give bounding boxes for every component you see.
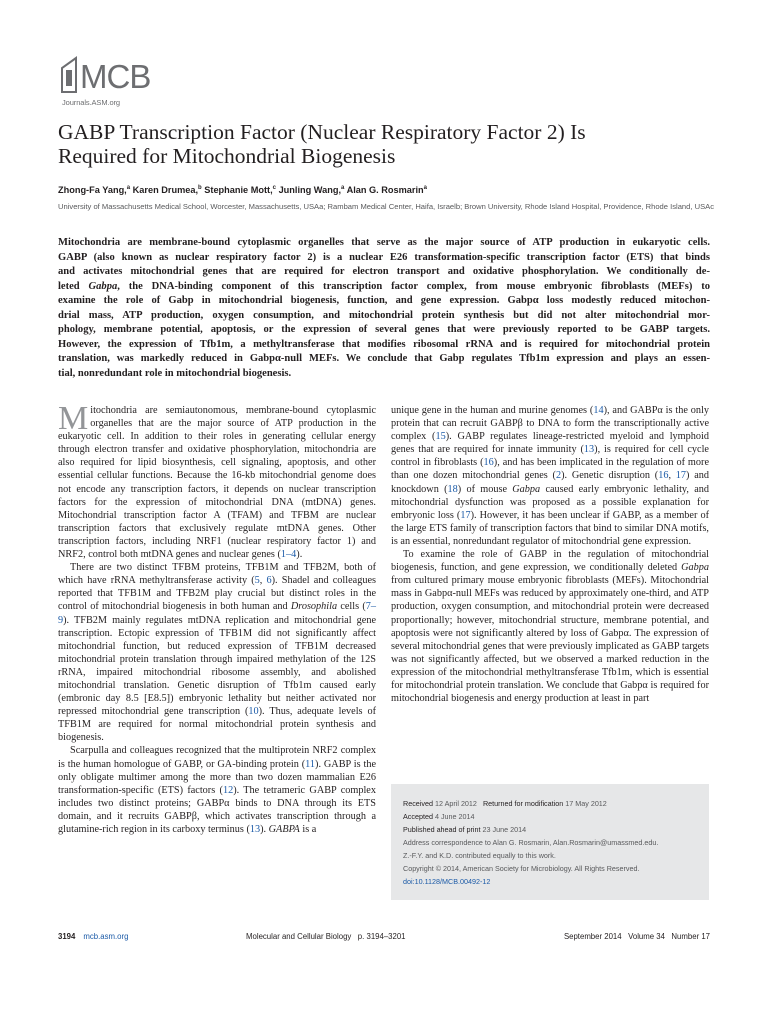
article-info-box <box>391 784 709 900</box>
paragraph <box>58 561 376 744</box>
text-run: ). However, it has been unclear if GABP, as a member of the large ETS family of transcription factors that bind to similar DNA motifs, is an essential, nonredundant regulator of mitochondrial gene expression. <box>391 509 709 547</box>
reference-link[interactable]: 1–4 <box>280 549 297 561</box>
reference-link[interactable]: 2 <box>555 470 562 482</box>
text-run: ), is required for cell cycle control in fibroblasts ( <box>391 444 709 469</box>
text-run: There are two distinct TFBM proteins, TFB1M and TFB2M, both of which have rRNA methyltransferase activity ( <box>58 562 376 587</box>
logo-mark: MCB <box>80 58 151 95</box>
author: Zhong-Fa Yang,$^a$ <box>58 185 131 196</box>
body-column-right <box>391 404 709 705</box>
text-run: ), and has been implicated in the regulation of more than one dozen mitochondrial genes ( <box>391 457 709 482</box>
reference-link[interactable]: 10 <box>248 706 259 718</box>
abstract-line: leted Gabpa, the DNA-binding component of this transcription factor complex, from mouse embryonic fibroblasts (MEFs) to <box>58 280 710 292</box>
italic-text: Gabpa <box>512 483 541 495</box>
affiliations: University of Massachusetts Medical School, Worcester, Massachusetts, USAa; Rambam Medical Center, Haifa, Israelb; Brown University, Rhode Island Hospital, Providence, Rhode Island, USAc <box>58 202 715 211</box>
paragraph <box>58 400 376 561</box>
logo-url: Journals.ASM.org <box>62 98 121 107</box>
text-run: itochondria are semiautonomous, membrane-bound cytoplasmic organelles that are the major source of ATP production in the eukaryotic cell. In addition to their roles in generating cellular energy through electron transfer and oxidative phosphorylation, mitochondria are also required for lipid biosynthesis, cell signaling, apoptosis, and other essential cellular functions. Because the 16-kb mitochondrial genome does not encode any transcription factors, it depends on nuclear transcription factors for the expression of mitochondrial DNA (mtDNA) genes. Mitochondrial transcription factor A (TFAM) and TFBM are nuclear transcription factors that exclusively regulate mtDNA genes. Other transcription factors, including NRF1 (nuclear respiratory factor 1) and NRF2, control both mtDNA genes and nuclear genes ( <box>58 405 376 561</box>
text-run: ). <box>296 549 303 561</box>
paragraph <box>58 744 376 836</box>
paragraph <box>391 404 709 548</box>
reference-link[interactable]: 17 <box>460 509 471 521</box>
reference-link[interactable]: 18 <box>447 483 458 495</box>
reference-link[interactable]: 16 <box>658 470 669 482</box>
accepted-line: Accepted 4 June 2014 <box>403 812 475 821</box>
page-number: 3194 <box>58 932 76 941</box>
text-run: Scarpulla and colleagues recognized that the multiprotein NRF2 complex is the human homologue of GABP, or GA-binding protein ( <box>58 745 376 770</box>
abstract-line: However, the expression of Tfb1m, a methyltransferase that modifies ribosomal rRNA and is required for mitochondrial protein <box>58 338 710 350</box>
text-run: ). GABP is the only obligate multimer among the more than two dozen mammalian E26 transformation-specific (ETS) factors ( <box>58 758 376 796</box>
reference-link[interactable]: 11 <box>305 758 316 770</box>
author-list <box>58 185 708 195</box>
italic-text: Gabpa <box>681 562 709 574</box>
reference-link[interactable]: 16 <box>483 457 494 469</box>
author: Alan G. Rosmarin$^a$ <box>346 185 427 196</box>
text-run: To examine the role of GABP in the regulation of mitochondrial biogenesis, function, and gene expression, we conditionally deleted <box>391 549 709 574</box>
text-run: ). <box>260 824 269 835</box>
paragraph <box>391 548 709 705</box>
reference-link[interactable]: 13 <box>249 824 261 835</box>
reference-link[interactable]: 17 <box>675 470 687 482</box>
text-run: ). Genetic disruption ( <box>561 470 659 482</box>
abstract-line: drial mass, ATP production, oxygen consumption, and mitochondrial protein synthesis but did not alter mitochondrial mor- <box>58 309 710 321</box>
page-footer <box>58 932 710 941</box>
reference-link[interactable]: 7–9 <box>58 601 376 626</box>
article-title <box>58 120 708 168</box>
reference-link[interactable]: 15 <box>435 431 446 443</box>
reference-link[interactable]: 12 <box>222 784 234 796</box>
asm-logo-icon <box>60 56 82 94</box>
abstract-line: translation, was markedly reduced in Gabpα-null MEFs. We conclude that Gabp regulates Tfb1m expression and plays an essen- <box>58 353 710 364</box>
correspondence: Address correspondence to Alan G. Rosmarin, Alan.Rosmarin@umassmed.edu. <box>403 838 659 847</box>
reference-link[interactable]: 6 <box>266 575 272 587</box>
text-run: ) and knockdown ( <box>391 470 710 495</box>
abstract-line: tial, nonredundant role in mitochondrial biogenesis. <box>58 367 292 379</box>
text-run: from cultured primary mouse embryonic fibroblasts (MEFs). Mitochondrial mass in Gabpα-null MEFs was reduced by approximately one-third, and ATP production, oxygen consumption, and mitochondrial protein were decreased proportionally; however, mitochondrial structure, membrane potential, and apoptosis were not significantly altered by loss of Gabpα. The expression of several mitochondrial genes that were previously implicated as GABP targets was not significantly affected, but we observed a marked reduction in the expression of the mitochondrial methyltransferase Tfb1m, which is essential for mitochondrial protein translation. We conclude that Gabpα is required for mitochondrial biogenesis and energy production at least in part <box>391 575 709 705</box>
text-run: ), and GABPα is the only protein that can recruit GABPβ to DNA to form the transcriptionally active complex ( <box>391 405 709 443</box>
reference-link[interactable]: 5 <box>254 575 260 587</box>
author: Junling Wang,$^a$ <box>278 185 345 196</box>
author: Karen Drumea,$^b$ <box>132 185 202 196</box>
title-line: Required for Mitochondrial Biogenesis <box>58 144 396 168</box>
body-column-left <box>58 400 377 836</box>
journal-url-link[interactable]: mcb.asm.org <box>83 932 129 941</box>
journal-citation: Molecular and Cellular Biology p. 3194–3201 <box>246 932 406 941</box>
text-run: , <box>259 575 267 587</box>
abstract-line: and activates mitochondrial genes that are required for electron transport and oxidative phosphorylation. We conditionally de- <box>58 266 710 277</box>
copyright: Copyright © 2014, American Society for Microbiology. All Rights Reserved. <box>403 864 640 873</box>
title-line: GABP Transcription Factor (Nuclear Respiratory Factor 2) Is <box>58 120 586 144</box>
text-run: , <box>668 470 676 482</box>
abstract-line: GABP (also known as nuclear respiratory factor 2) is a nuclear E26 transformation-specific transcription factor (ETS) that binds <box>58 251 710 263</box>
journal-logo <box>60 52 151 110</box>
issue-info: September 2014 Volume 34 Number 17 <box>563 932 710 941</box>
abstract-line: examine the role of Gabp in mitochondrial biogenesis, function, and gene expression. Gabpα loss modestly reduced mitochon- <box>58 295 710 306</box>
text-run: caused early embryonic lethality, and mitochondrial dysfunction was proposed as a possible explanation for embryonic loss ( <box>391 483 709 521</box>
abstract-line: Mitochondria are membrane-bound cytoplasmic organelles that serve as the major source of ATP production in eukaryotic cells. <box>58 237 710 248</box>
abstract-line: phology, membrane potential, apoptosis, or the expression of several genes that were previously reported to be GABP targets. <box>58 324 710 335</box>
drop-cap: M <box>58 400 89 437</box>
text-run: unique gene in the human and murine genomes ( <box>391 405 594 416</box>
text-run: ). Shadel and colleagues reported that TFB1M and TFB2M play crucial but distinct roles in the control of mitochondrial biogenesis in both human and <box>58 575 377 613</box>
equal-contribution: Z.-F.Y. and K.D. contributed equally to this work. <box>403 851 556 860</box>
text-run: ). GABP regulates lineage-restricted myeloid and lymphoid genes that are required for innate immunity ( <box>391 431 709 456</box>
text-run: ) of mouse <box>457 483 513 495</box>
text-run: ). Thus, adequate levels of TFB1M are required for normal mitochondrial protein synthesis and biogenesis. <box>58 706 376 744</box>
received-line: Received 12 April 2012 Returned for modification 17 May 2012 <box>403 799 607 808</box>
text-run: ). The tetrameric GABP complex includes two distinct proteins; GABPα binds to DNA through its ETS domain, and it recruits GABPβ, which activates transcription through a glutamine-rich region in its carboxy terminus ( <box>58 784 376 835</box>
abstract <box>58 236 710 381</box>
text-run: is a <box>299 824 317 835</box>
reference-link[interactable]: 14 <box>593 405 604 416</box>
published-line: Published ahead of print 23 June 2014 <box>403 825 527 834</box>
text-run: ). TFB2M mainly regulates mtDNA replication and mitochondrial gene transcription. Ectopic expression of TFB1M did not significantly affect mitochondrial function, but reduced expression of TFB1M decreased mitochondrial protein translation through impaired methylation of the 12S rRNA, impaired mitochondrial ribosome assembly, and abolished mitochondrial translation. Genetic disruption of Tfb1m caused early (embronic day 8.5 [E8.5]) embryonic lethality but neither activated nor repressed mitochondrial gene transcription ( <box>58 614 376 718</box>
italic-text: GABPA <box>268 824 300 835</box>
text-run: cells ( <box>337 601 366 613</box>
italic-text: Drosophila <box>290 601 338 613</box>
reference-link[interactable]: 13 <box>583 444 595 456</box>
author: Stephanie Mott,$^c$ <box>204 185 276 196</box>
doi-link[interactable]: doi:10.1128/MCB.00492-12 <box>403 877 491 886</box>
